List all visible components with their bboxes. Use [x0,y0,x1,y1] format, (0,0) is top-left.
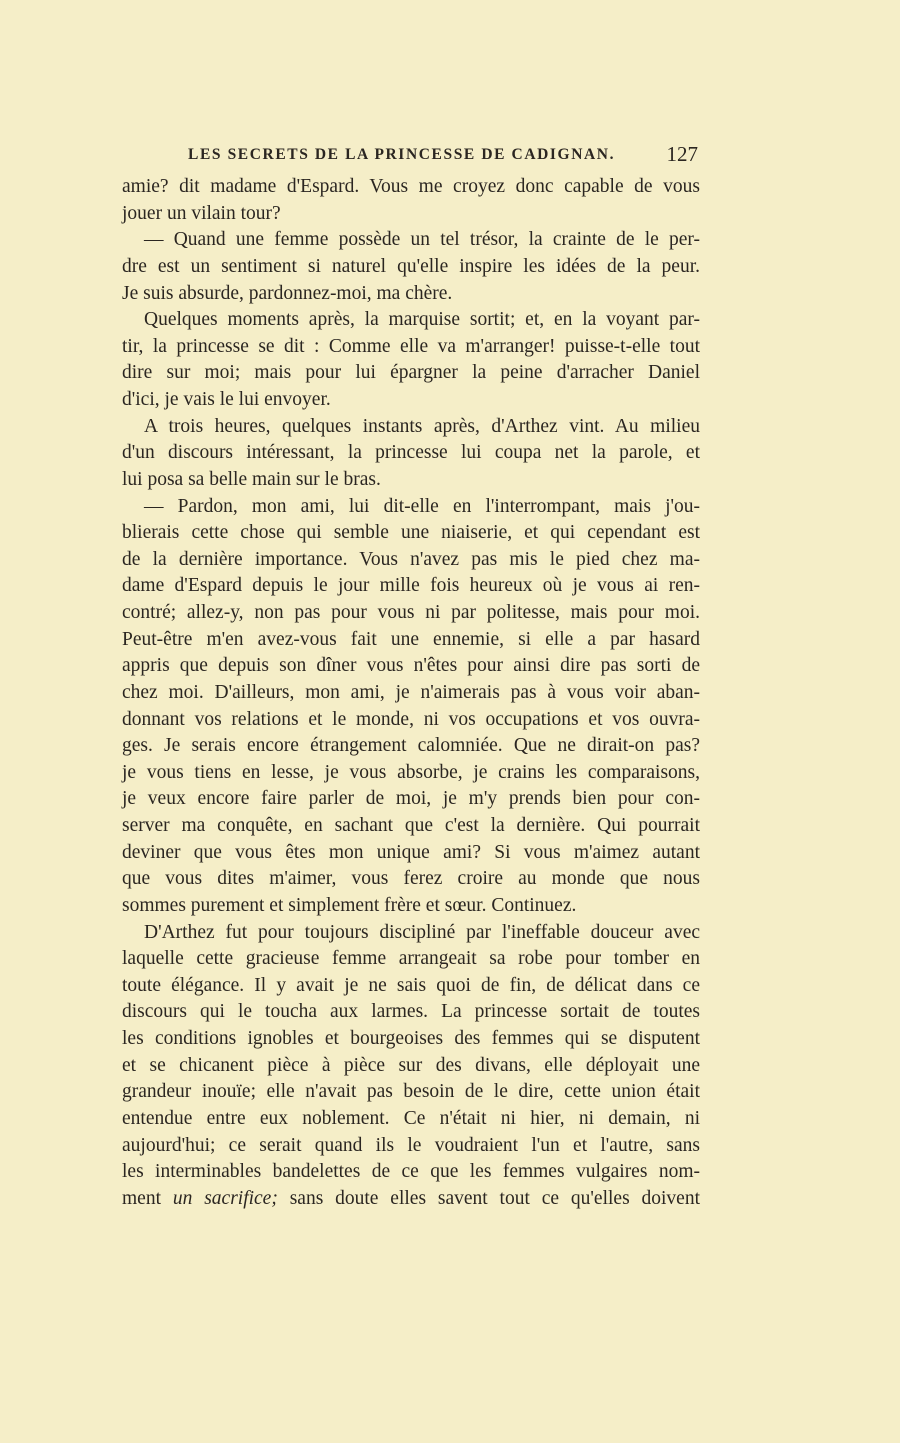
text-line: dire sur moi; mais pour lui épargner la peine d'arracher Daniel [122,362,700,384]
text-line: que vous dites m'aimer, vous ferez croire au monde que nous [122,868,700,890]
text-line: chez moi. D'ailleurs, mon ami, je n'aimerais pas à vous voir aban- [122,681,700,703]
running-header [188,144,700,170]
text-line: et se chicanent pièce à pièce sur des divans, elle déployait une [122,1054,700,1076]
text-line: lui posa sa belle main sur le bras. [122,468,381,490]
italic-phrase: un sacrifice; [172,1187,278,1209]
text-line: je vous tiens en lesse, je vous absorbe, je crains les comparaisons, [122,761,700,783]
text-line: grandeur inouïe; elle n'avait pas besoin de le dire, cette union était [122,1081,700,1103]
text-line: tir, la princesse se dit : Comme elle va m'arranger! puisse-t-elle tout [122,335,700,357]
text-line: Peut-être m'en avez-vous fait une ennemie, si elle a par hasard [122,628,700,650]
text-line: de la dernière importance. Vous n'avez pas mis le pied chez ma- [122,548,700,570]
text-line: dame d'Espard depuis le jour mille fois heureux où je vous ai ren- [122,575,700,597]
text-line: les interminables bandelettes de ce que les femmes vulgaires nom- [122,1161,700,1183]
text-line: laquelle cette gracieuse femme arrangeait sa robe pour tomber en [122,948,700,970]
text-line: je veux encore faire parler de moi, je m'y prends bien pour con- [122,788,700,810]
text-line: contré; allez-y, non pas pour vous ni par politesse, mais pour moi. [122,602,700,623]
text-line: sommes purement et simplement frère et sœur. Continuez. [122,894,577,916]
text-line: toute élégance. Il y avait je ne sais quoi de fin, de délicat dans ce [122,974,700,996]
text-line: deviner que vous êtes mon unique ami? Si vous m'aimez autant [122,841,700,863]
text-line: blierais cette chose qui semble une niaiserie, et qui cependant est [122,522,700,544]
text-line: aujourd'hui; ce serait quand ils le voudraient l'un et l'autre, sans [122,1134,700,1156]
text-segment: ment [122,1187,173,1209]
text-line: A trois heures, quelques instants après, d'Arthez vint. Au milieu [144,415,700,437]
text-line: d'un discours intéressant, la princesse lui coupa net la parole, et [122,442,700,464]
text-line: D'Arthez fut pour toujours discipliné par l'ineffable douceur avec [144,921,700,943]
text-line: les conditions ignobles et bourgeoises des femmes qui se disputent [122,1028,700,1049]
text-line: dre est un sentiment si naturel qu'elle inspire les idées de la peur. [122,255,700,277]
text-line [122,1186,700,1213]
text-line: appris que depuis son dîner vous n'êtes pour ainsi dire pas sorti de [122,655,700,677]
text-segment: sans doute elles savent tout ce qu'elles doivent [277,1187,700,1209]
text-line: donnant vos relations et le monde, ni vos occupations et vos ouvra- [122,708,700,730]
text-line: server ma conquête, en sachant que c'est la dernière. Qui pourrait [122,815,700,836]
text-line: entendue entre eux noblement. Ce n'était ni hier, ni demain, ni [122,1107,700,1129]
page-body-text [122,174,700,1212]
text-line: jouer un vilain tour? [122,202,281,224]
text-line: amie? dit madame d'Espard. Vous me croyez donc capable de vous [122,176,700,197]
text-line: — Pardon, mon ami, lui dit-elle en l'interrompant, mais j'ou- [144,495,700,517]
text-line: — Quand une femme possède un tel trésor, la crainte de le per- [144,229,700,251]
page-number: 127 [666,142,698,166]
text-line: d'ici, je vais le lui envoyer. [122,389,331,410]
text-line: ges. Je serais encore étrangement calomniée. Que ne dirait-on pas? [122,735,700,757]
running-title: LES SECRETS DE LA PRINCESSE DE CADIGNAN. [188,146,616,163]
text-line: Je suis absurde, pardonnez-moi, ma chère. [122,282,453,304]
text-line: Quelques moments après, la marquise sortit; et, en la voyant par- [144,309,700,331]
text-line: discours qui le toucha aux larmes. La princesse sortait de toutes [122,1001,700,1023]
